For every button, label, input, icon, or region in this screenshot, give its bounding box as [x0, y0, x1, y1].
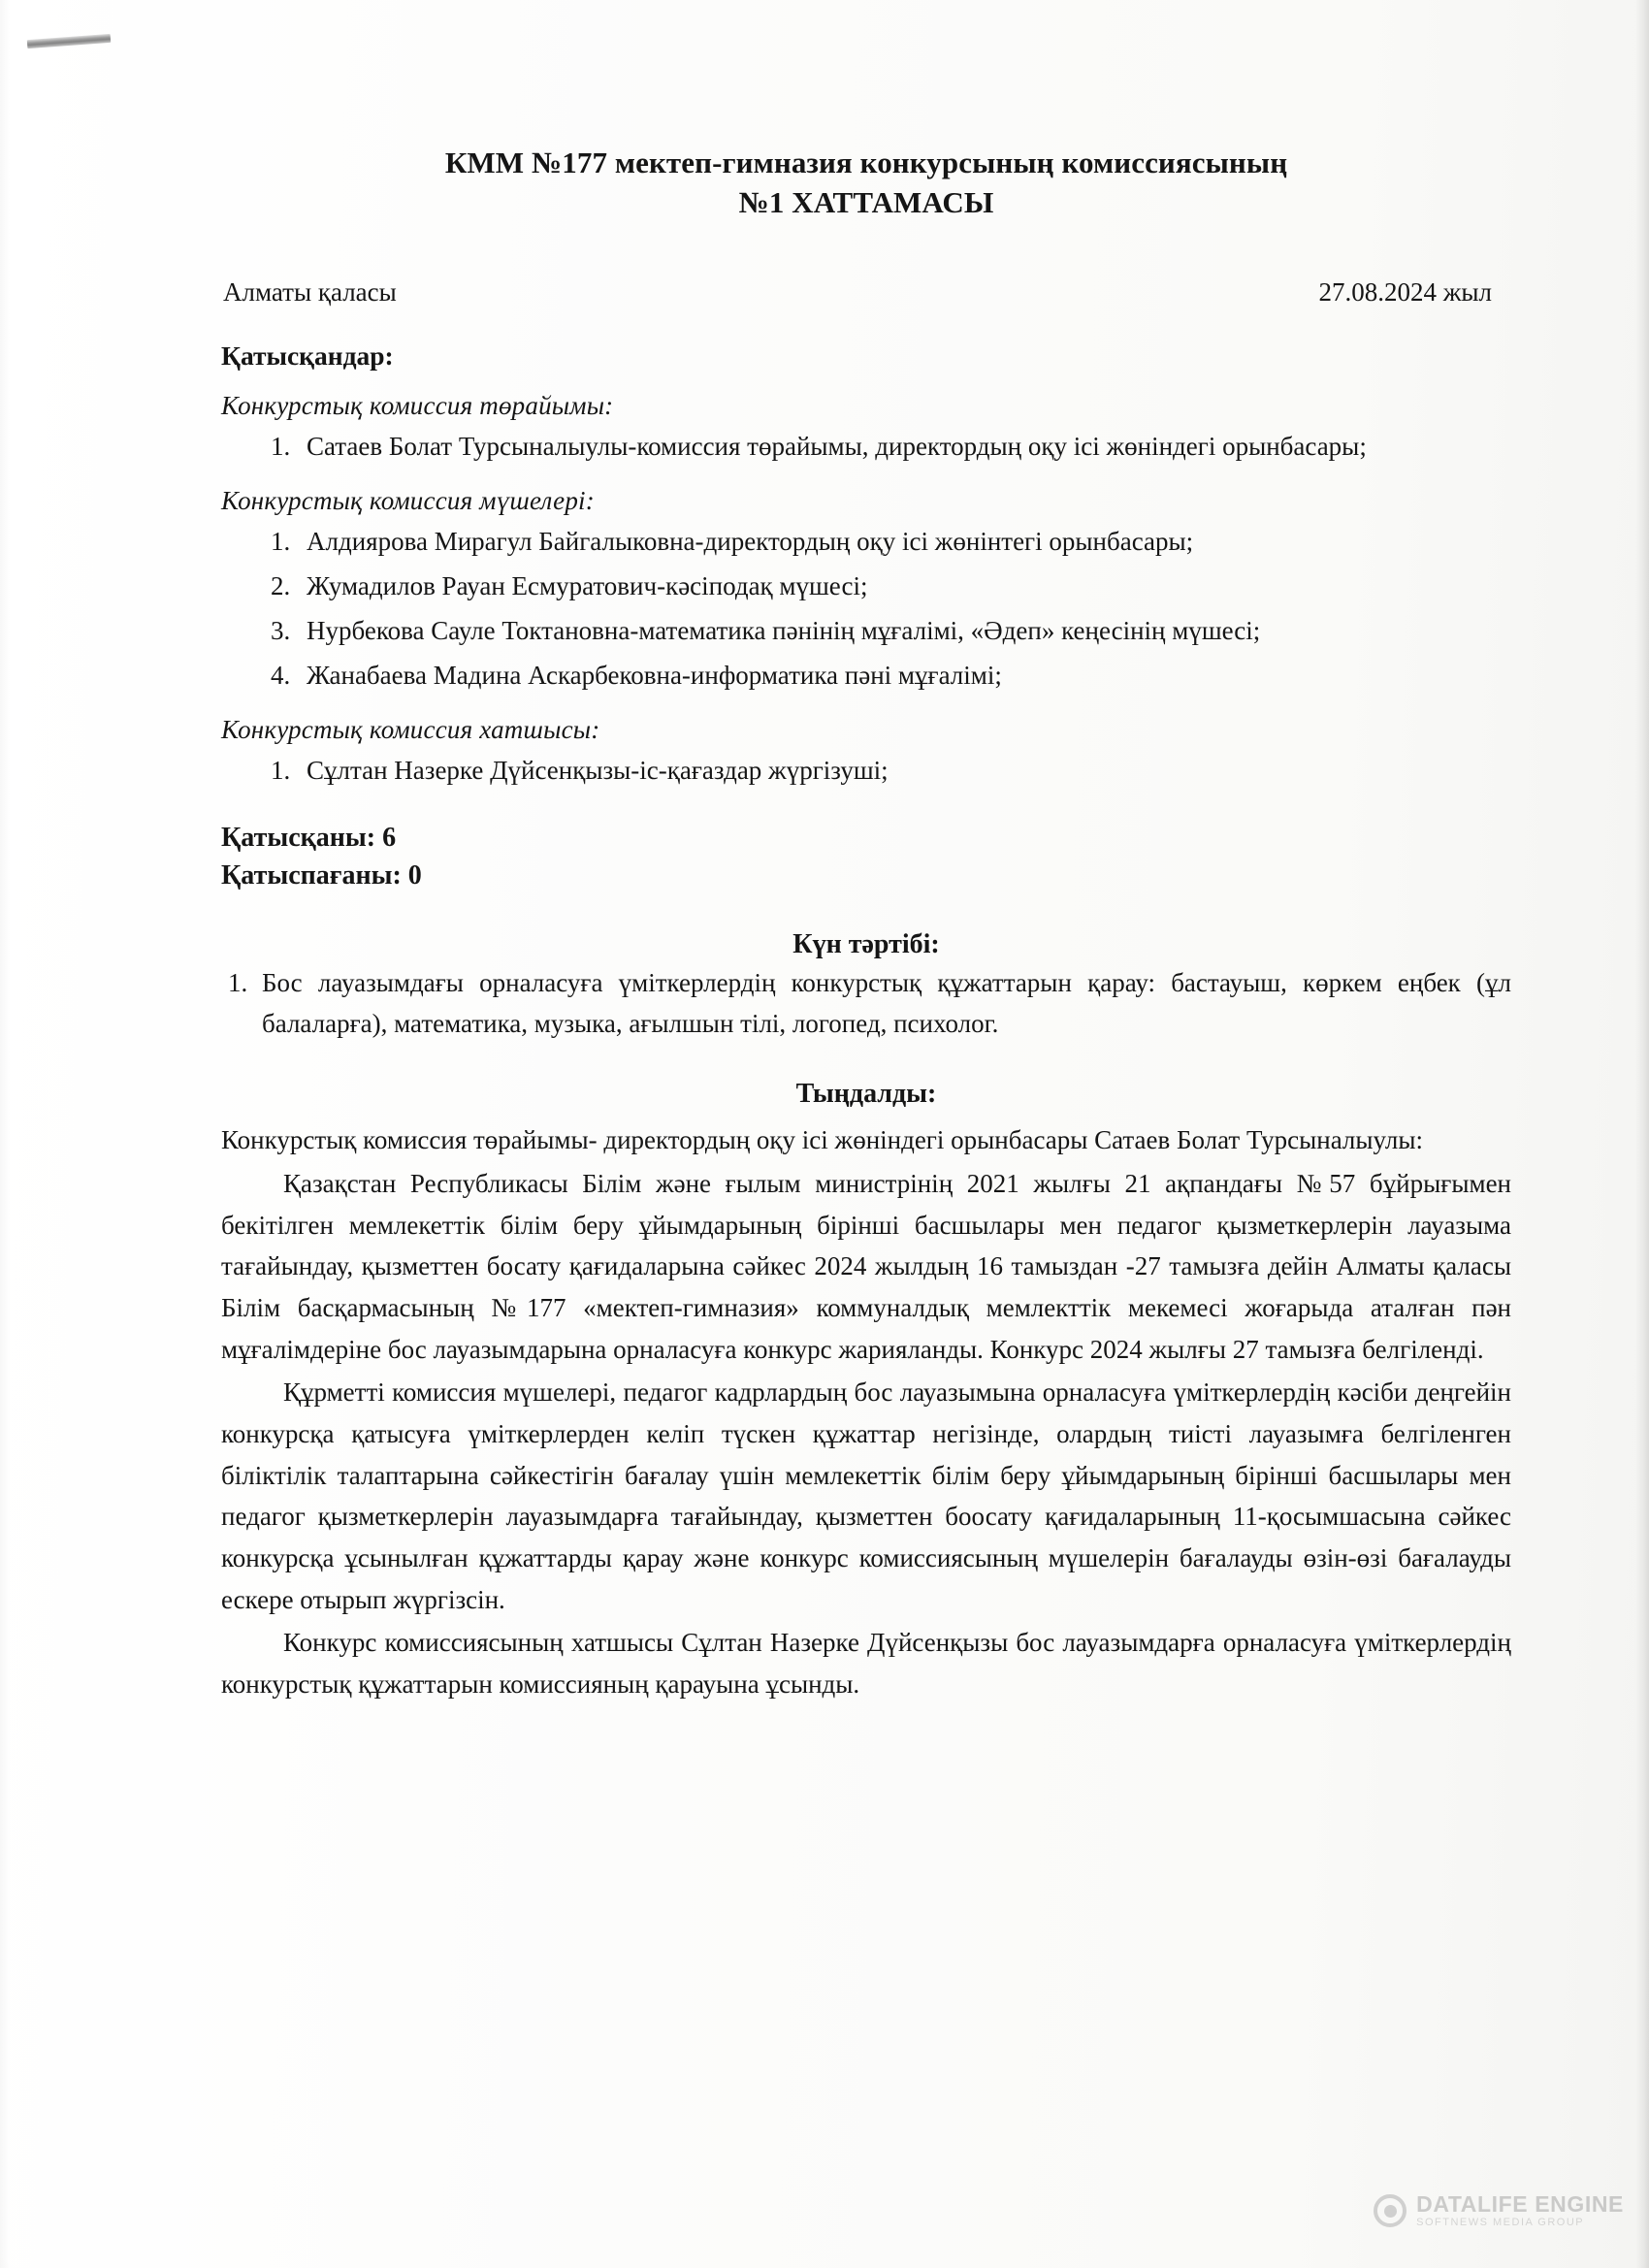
list-item: 4. Жанабаева Мадина Аскарбековна-информатика пәні мұғалімі; [297, 656, 1511, 696]
page-title [221, 144, 1511, 223]
watermark-title: DATALIFE ENGINE [1416, 2191, 1624, 2218]
members-heading: Конкурстық комиссия мүшелері: [221, 485, 595, 515]
chair-heading: Конкурстық комиссия төрайымы: [221, 390, 614, 420]
listened-paragraph-1: Қазақстан Республикасы Білім және ғылым министрінің 2021 жылғы 21 ақпандағы №57 бұйрығымен бекітілген мемлекеттік білім беру ұйымдарының бірінші басшылары мен педагог қызметкерлерін лауазыма тағайындау, қызметтен босату қағидаларына сәйкес 2024 жылдың 16 тамыздан -27 тамызға дейін Алматы қаласы Білім басқармасының №177 «мектеп-гимназия» коммуналдық мемлекттік мекемесі жоғарыда аталған пән мұғалімдеріне бос лауазымдарына орналасуға конкурс жарияланды. Конкурс 2024 жылғы 27 тамызға белгіленді. [221, 1169, 1511, 1364]
agenda-heading: Күн тәртібі: [792, 929, 940, 960]
title-line-2: №1 ХАТТАМАСЫ [738, 184, 994, 219]
list-item: 3. Нурбекова Сауле Токтановна-математика пәнінің мұғалімі, «Әдеп» кеңесінің мүшесі; [297, 611, 1511, 651]
document-content [221, 0, 1511, 1705]
present-count: Қатысқаны: 6 [221, 823, 397, 853]
city-date-row [221, 277, 1511, 308]
scan-edge-shadow-right [1635, 0, 1649, 2268]
list-item: 1. Бос лауазымдағы орналасуға үміткерлердің конкурстық құжаттарын қарау: бастауыш, көркем еңбек (ұл балаларға), математика, музыка, ағылшын тілі, логопед, психолог. [254, 962, 1511, 1044]
city-label: Алматы қаласы [223, 276, 397, 307]
title-line-1: КММ №177 мектеп-гимназия конкурсының комиссиясының [444, 146, 1288, 179]
watermark-subtitle: SOFTNEWS MEDIA GROUP [1416, 2217, 1585, 2229]
members-list [221, 522, 1511, 696]
scan-edge-shadow-left [0, 0, 10, 2268]
list-item: 2. Жумадилов Рауан Есмуратович-кәсіподақ мүшесі; [297, 567, 1511, 606]
date-label: 27.08.2024 жыл [1318, 276, 1492, 307]
secretary-list [221, 751, 1511, 791]
watermark-text [1416, 2192, 1624, 2229]
chair-list [221, 427, 1511, 467]
listened-speaker: Конкурстық комиссия төрайымы- директордың оқу ісі жөніндегі орынбасары Сатаев Болат Турсыналыулы: [221, 1125, 1423, 1155]
attendees-heading: Қатысқандар: [221, 340, 394, 371]
secretary-heading: Конкурстық комиссия хатшысы: [221, 714, 600, 744]
listened-paragraph-3: Конкурс комиссиясының хатшысы Сұлтан Назерке Дүйсенқызы бос лауазымдарға орналасуға үміткерлердің конкурстық құжаттарын комиссияның қарауына ұсынды. [221, 1628, 1511, 1699]
datalife-engine-watermark [1374, 2192, 1624, 2229]
agenda-list [221, 962, 1511, 1044]
list-item: 1. Алдиярова Мирагул Байгалыковна-директордың оқу ісі жөнінтегі орынбасары; [297, 522, 1511, 562]
listened-paragraph-2: Құрметті комиссия мүшелері, педагог кадрлардың бос лауазымына орналасуға үміткерлердің кәсіби деңгейін конкурсқа қатысуға үміткерлерден келіп түскен құжаттар негізінде, олардың тиісті лауазымға белгіленген біліктілік талаптарына сәйкестігін бағалау үшін мемлекеттік білім беру ұйымдарының бірінші басшылары мен педагог қызметкерлерін лауазымдарға тағайындау, қызметтен боосату қағидаларының 11-қосымшасына сәйкес конкурсқа ұсынылған құжаттарды қарау және конкурс комиссиясының мүшелерін бағалауды өзін-өзі бағалауды ескере отырып жүргізсін. [221, 1377, 1511, 1614]
list-item: 1. Сұлтан Назерке Дүйсенқызы-іс-қағаздар жүргізуші; [297, 751, 1511, 791]
eye-logo-icon [1374, 2194, 1406, 2227]
absent-count: Қатыспағаны: 0 [221, 859, 422, 891]
scan-ruler-artifact [27, 34, 111, 49]
listened-heading: Тыңдалды: [795, 1079, 937, 1110]
list-item: 1. Сатаев Болат Турсыналыулы-комиссия төрайымы, директордың оқу ісі жөніндегі орынбасары; [297, 427, 1511, 467]
attendance-counts [221, 820, 1511, 894]
